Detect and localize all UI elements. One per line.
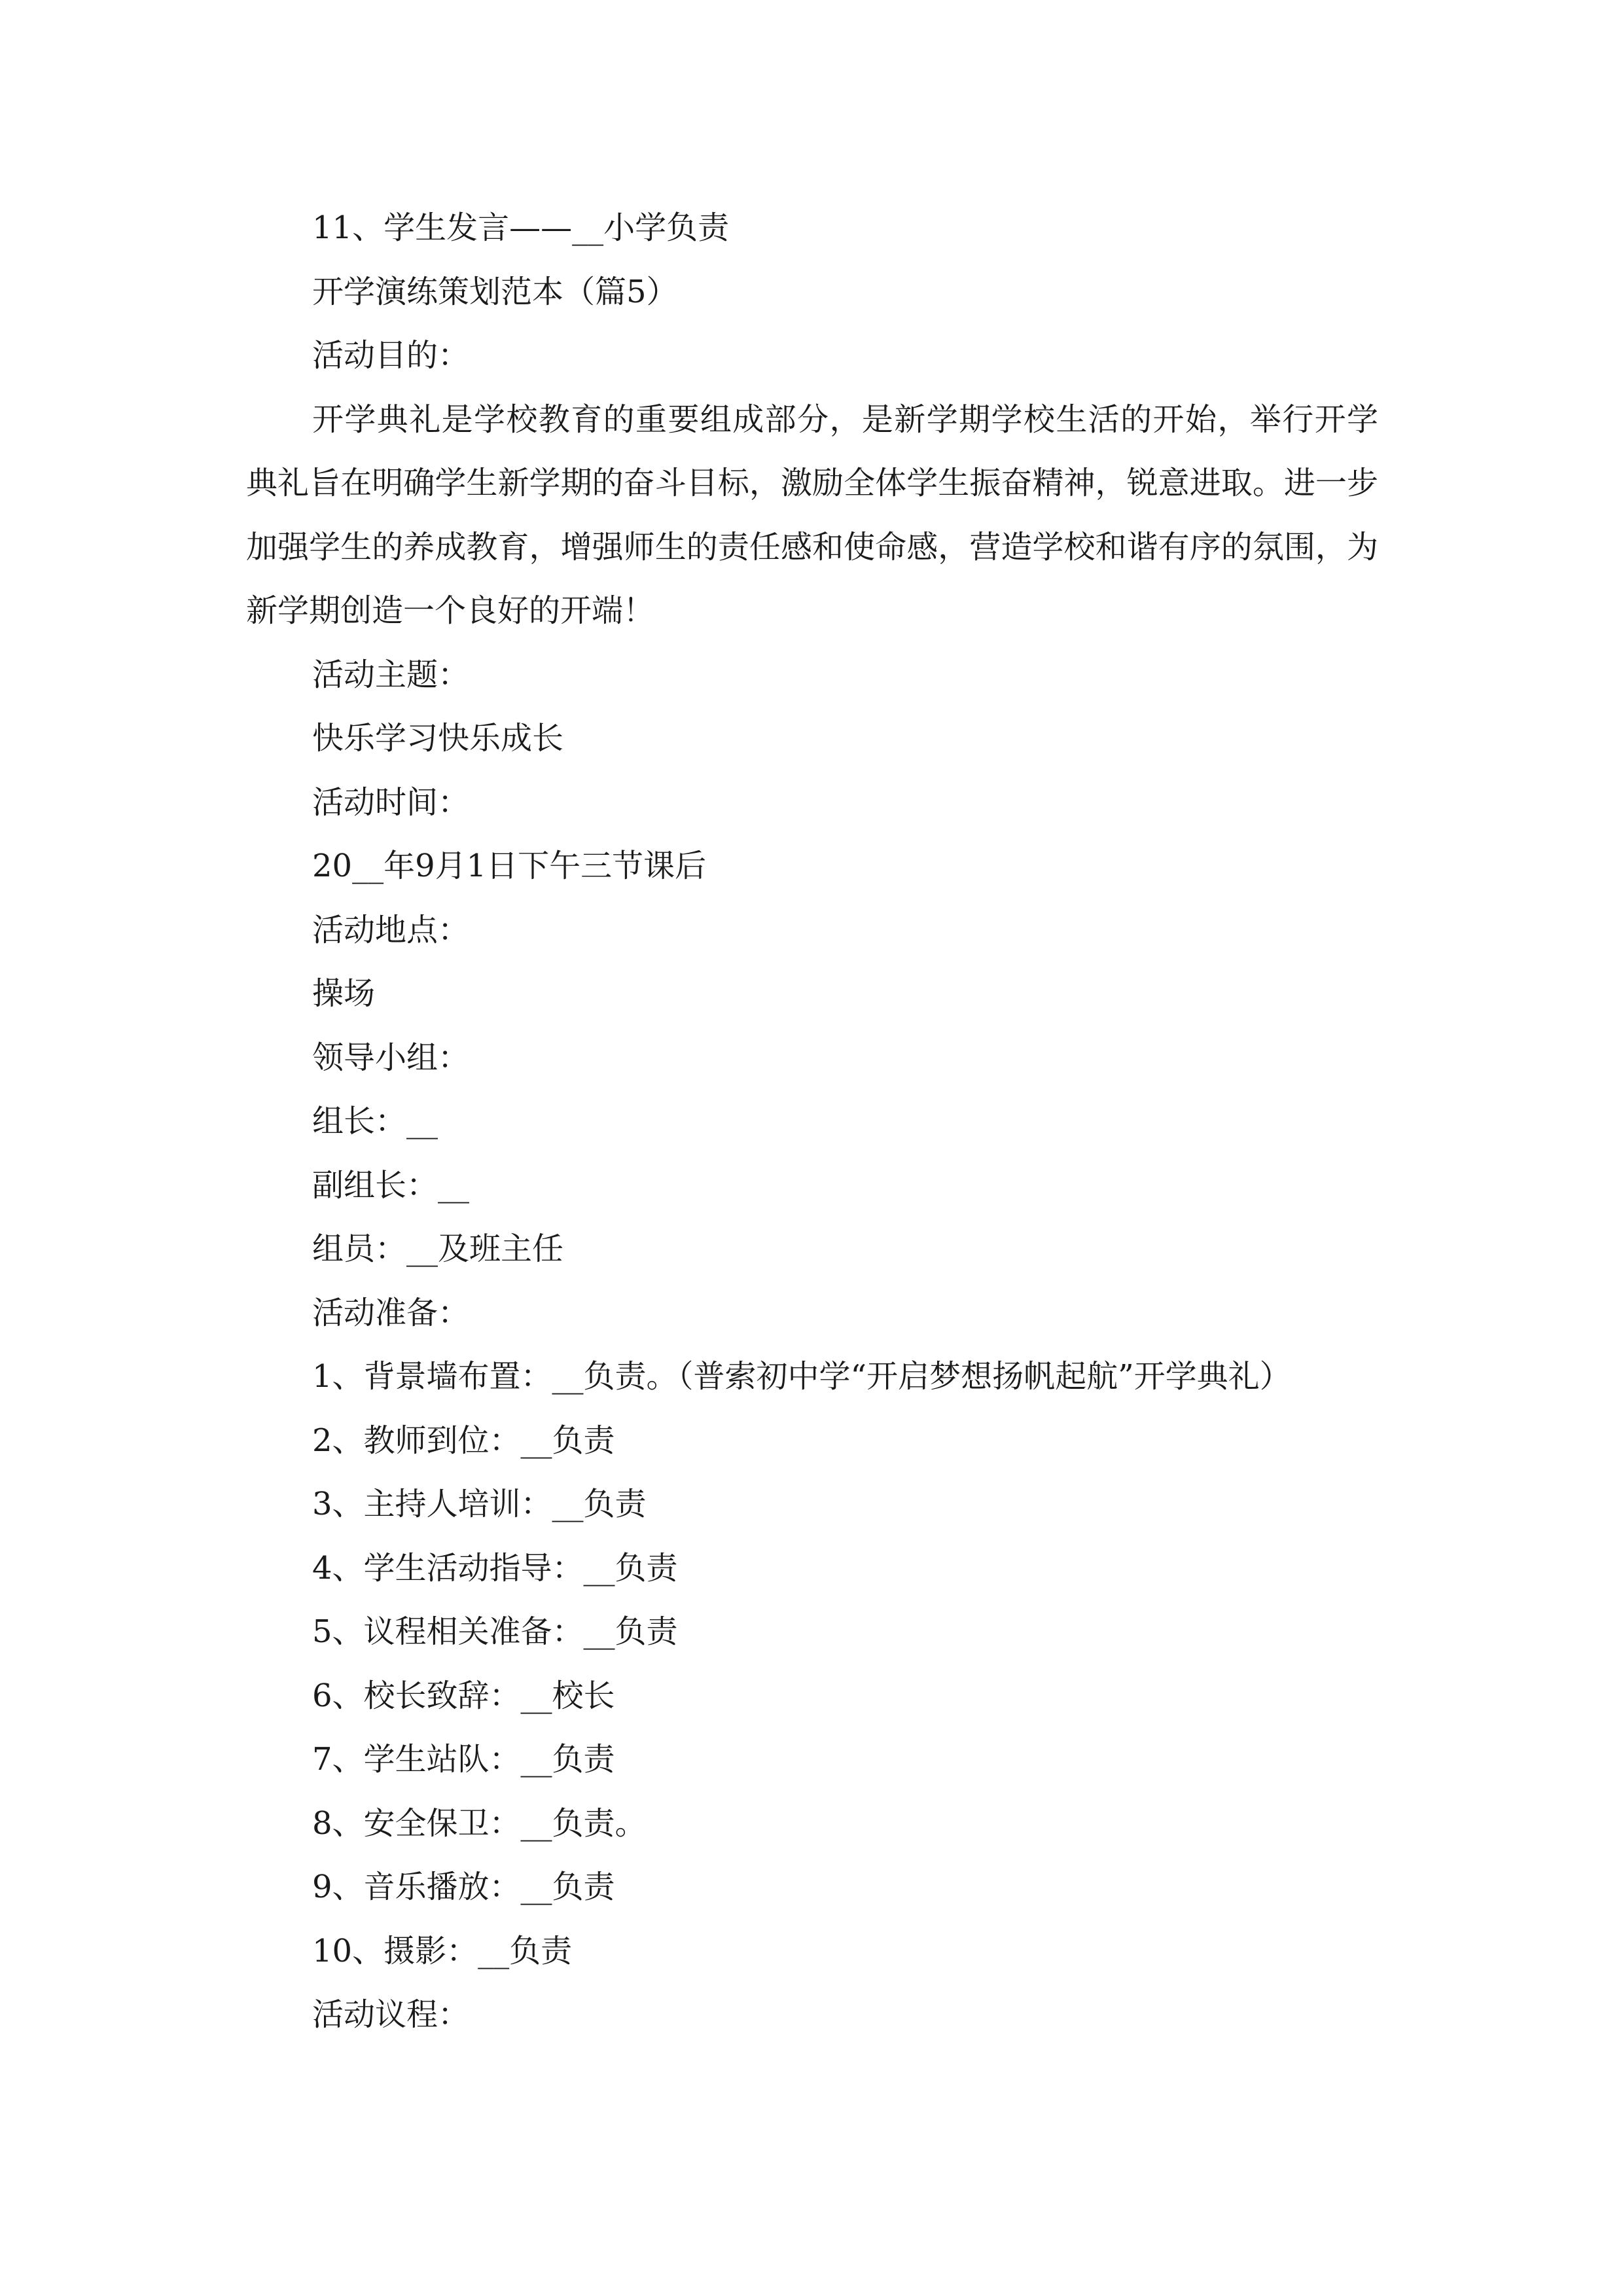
heading-leadership: 领导小组： (312, 1039, 470, 1076)
prep-item: 2、教师到位：__负责 (312, 1422, 615, 1459)
text-line: 11、学生发言——__小学负责 (312, 209, 730, 246)
prep-item: 9、音乐播放：__负责 (312, 1869, 615, 1905)
purpose-paragraph: 开学典礼是学校教育的重要组成部分，是新学期学校生活的开始，举行开学典礼旨在明确学生新学期的奋斗目标，激励全体学生振奋精神，锐意进取。进一步加强学生的养成教育，增强师生的责任感和使命感，营造学校和谐有序的氛围，为新学期创造一个良好的开端！ (246, 401, 1378, 629)
prep-item: 3、主持人培训：__负责 (312, 1486, 647, 1522)
heading-theme: 活动主题： (312, 656, 470, 693)
prep-item: 4、学生活动指导：__负责 (312, 1549, 678, 1587)
deputy-leader-line: 副组长：__ (312, 1166, 470, 1204)
prep-item: 1、背景墙布置：__负责。（普索初中学“开启梦想扬帆起航”开学典礼） (312, 1358, 1291, 1395)
document-body (246, 196, 1378, 2047)
time-value: 20__年9月1日下午三节课后 (312, 848, 707, 884)
location-value: 操场 (312, 975, 376, 1012)
theme-value: 快乐学习快乐成长 (312, 720, 564, 757)
prep-item: 7、学生站队：__负责 (312, 1741, 615, 1778)
heading-time: 活动时间： (312, 783, 470, 821)
prep-item: 6、校长致辞：__校长 (312, 1677, 615, 1714)
prep-item: 10、摄影：__负责 (312, 1932, 573, 1969)
leader-line: 组长：__ (312, 1103, 438, 1139)
prep-item: 5、议程相关准备：__负责 (312, 1613, 678, 1650)
heading-agenda: 活动议程： (312, 1996, 470, 2033)
members-line: 组员：__及班主任 (312, 1230, 564, 1267)
heading-preparation: 活动准备： (312, 1294, 470, 1331)
heading-purpose: 活动目的： (312, 337, 470, 374)
section-title: 开学演练策划范本（篇5） (312, 273, 678, 310)
prep-item: 8、安全保卫：__负责。 (312, 1804, 647, 1842)
heading-location: 活动地点： (312, 911, 470, 948)
